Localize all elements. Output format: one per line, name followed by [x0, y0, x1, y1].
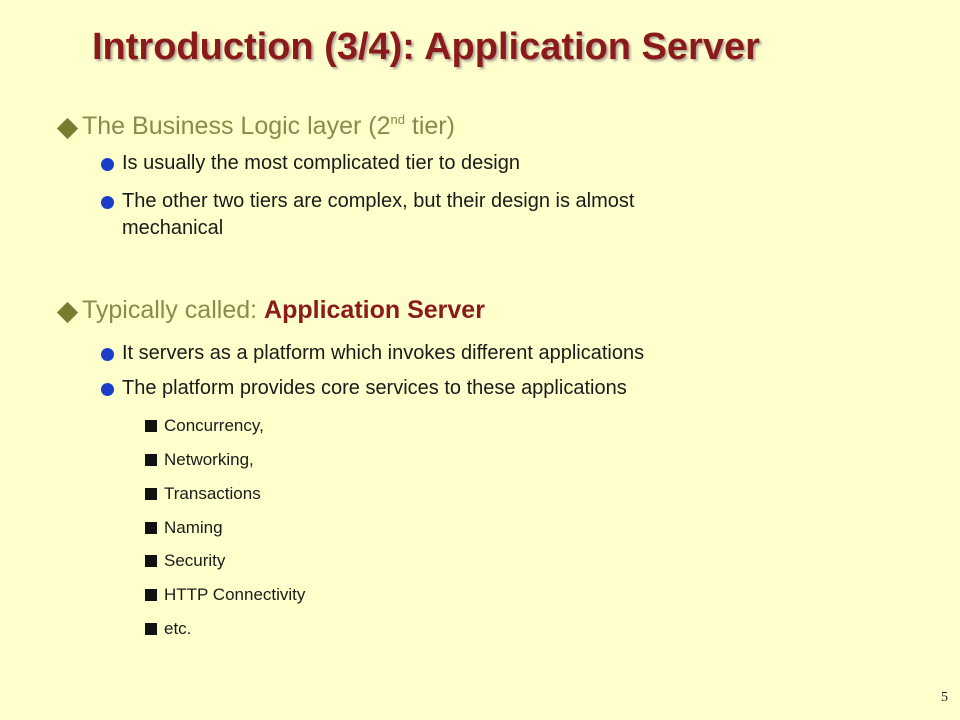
sub-bullet-text: It servers as a platform which invokes different applications	[122, 342, 645, 364]
square-bullet-icon	[145, 488, 157, 500]
square-bullet-icon	[145, 589, 157, 601]
circle-bullet-icon	[101, 196, 114, 209]
square-bullet-icon	[145, 420, 157, 432]
service-text: HTTP Connectivity	[164, 585, 306, 604]
page-number: 5	[941, 690, 948, 705]
bullet-text-main: The Business Logic layer (2	[82, 112, 391, 140]
sub-bullet-text: Is usually the most complicated tier to design	[122, 152, 520, 174]
service-text: Networking,	[164, 450, 254, 469]
circle-bullet-icon	[101, 383, 114, 396]
bullet-emphasis: Application Server	[264, 296, 485, 324]
sub-bullet-text: The platform provides core services to these applications	[122, 377, 627, 399]
service-text: etc.	[164, 619, 192, 638]
square-bullet-icon	[145, 522, 157, 534]
bullet-text-after: tier)	[404, 112, 455, 140]
service-text: Concurrency,	[164, 416, 264, 435]
bullet-text	[82, 296, 485, 325]
superscript: nd	[390, 112, 405, 127]
square-bullet-icon	[145, 555, 157, 567]
sub-bullet-text: The other two tiers are complex, but their design is almost	[122, 190, 635, 212]
bullet-text-main: Typically called:	[82, 296, 265, 324]
square-bullet-icon	[145, 623, 157, 635]
sub-bullet-text: mechanical	[122, 217, 224, 239]
bullet-text	[82, 112, 455, 141]
circle-bullet-icon	[101, 158, 114, 171]
diamond-bullet-icon	[57, 118, 78, 139]
diamond-bullet-icon	[57, 302, 78, 323]
slide-title: Introduction (3/4): Application Server	[92, 26, 760, 68]
square-bullet-icon	[145, 454, 157, 466]
circle-bullet-icon	[101, 348, 114, 361]
service-text: Transactions	[164, 484, 261, 503]
service-text: Naming	[164, 518, 223, 537]
service-text: Security	[164, 551, 226, 570]
